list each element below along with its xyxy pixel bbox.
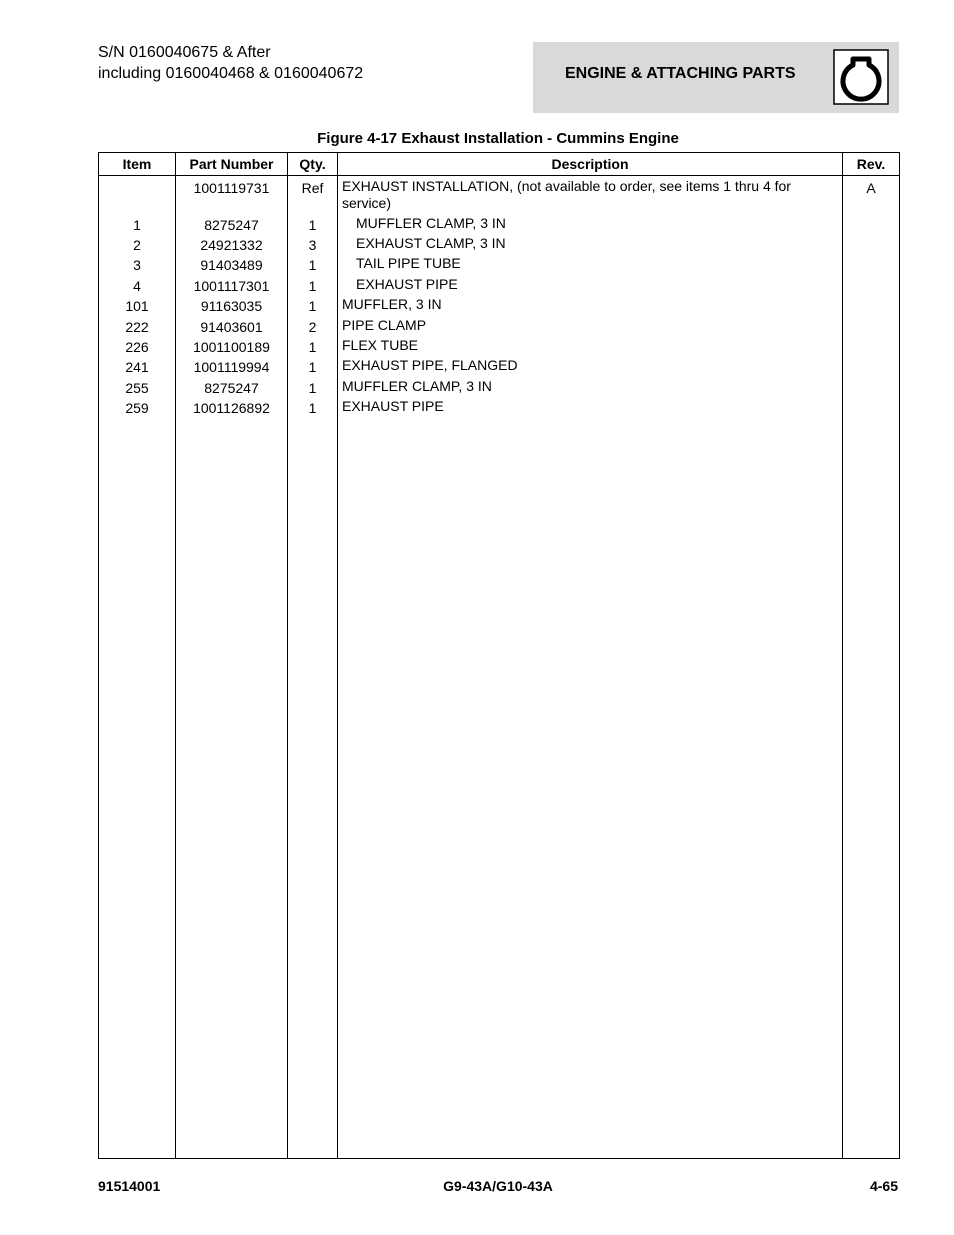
item-cell: 222 <box>99 317 176 337</box>
footer-doc-number: 91514001 <box>98 1178 161 1194</box>
table-row <box>99 398 900 418</box>
header-part-number: Part Number <box>176 153 288 176</box>
table-row <box>99 337 900 357</box>
rev-cell <box>843 296 900 316</box>
header-item: Item <box>99 153 176 176</box>
qty-cell: 2 <box>288 317 338 337</box>
section-title: ENGINE & ATTACHING PARTS <box>565 65 796 82</box>
part-number-cell: 91403601 <box>176 317 288 337</box>
footer-page-number: 4-65 <box>869 1178 898 1194</box>
table-row <box>99 357 900 377</box>
header-rev: Rev. <box>843 153 900 176</box>
table-row <box>99 276 900 296</box>
table-header-row <box>99 153 900 176</box>
qty-cell: 1 <box>288 255 338 275</box>
qty-cell: 1 <box>288 357 338 377</box>
footer-model: G9-43A/G10-43A <box>443 1178 553 1194</box>
qty-cell: 1 <box>288 337 338 357</box>
item-cell: 226 <box>99 337 176 357</box>
rev-cell <box>843 398 900 418</box>
parts-table <box>98 152 900 1159</box>
header-description: Description <box>338 153 843 176</box>
item-cell: 101 <box>99 296 176 316</box>
figure-title: Figure 4-17 Exhaust Installation - Cummins Engine <box>317 130 679 147</box>
qty-cell: 1 <box>288 378 338 398</box>
rev-cell <box>843 357 900 377</box>
table-filler-row <box>99 419 900 1159</box>
qty-cell: 1 <box>288 296 338 316</box>
item-cell: 259 <box>99 398 176 418</box>
part-number-cell: 1001126892 <box>176 398 288 418</box>
qty-cell: 1 <box>288 398 338 418</box>
rev-cell <box>843 235 900 255</box>
item-cell <box>99 176 176 215</box>
table-row <box>99 296 900 316</box>
filler-cell <box>176 419 288 1159</box>
rev-cell <box>843 317 900 337</box>
part-number-cell: 1001119994 <box>176 357 288 377</box>
item-cell: 255 <box>99 378 176 398</box>
description-cell: EXHAUST PIPE, FLANGED <box>338 357 843 377</box>
part-number-cell: 8275247 <box>176 378 288 398</box>
table-row <box>99 215 900 235</box>
engine-icon <box>833 49 889 105</box>
item-cell: 4 <box>99 276 176 296</box>
rev-cell <box>843 378 900 398</box>
qty-cell: Ref <box>288 176 338 215</box>
description-cell: TAIL PIPE TUBE <box>338 255 843 275</box>
qty-cell: 1 <box>288 276 338 296</box>
part-number-cell: 1001117301 <box>176 276 288 296</box>
description-cell: EXHAUST CLAMP, 3 IN <box>338 235 843 255</box>
description-cell: EXHAUST INSTALLATION, (not available to order, see items 1 thru 4 for service) <box>338 176 843 215</box>
serial-number-range <box>98 42 363 84</box>
item-cell: 3 <box>99 255 176 275</box>
table-row <box>99 176 900 215</box>
description-cell: MUFFLER, 3 IN <box>338 296 843 316</box>
serial-line-1: S/N 0160040675 & After <box>98 44 271 61</box>
rev-cell <box>843 337 900 357</box>
rev-cell <box>843 276 900 296</box>
filler-cell <box>338 419 843 1159</box>
part-number-cell: 8275247 <box>176 215 288 235</box>
filler-cell <box>843 419 900 1159</box>
description-cell: EXHAUST PIPE <box>338 276 843 296</box>
rev-cell <box>843 255 900 275</box>
description-cell: PIPE CLAMP <box>338 317 843 337</box>
qty-cell: 3 <box>288 235 338 255</box>
description-cell: EXHAUST PIPE <box>338 398 843 418</box>
part-number-cell: 1001100189 <box>176 337 288 357</box>
filler-cell <box>99 419 176 1159</box>
part-number-cell: 91163035 <box>176 296 288 316</box>
serial-line-2: including 0160040468 & 0160040672 <box>98 65 364 82</box>
rev-cell <box>843 215 900 235</box>
table-row <box>99 378 900 398</box>
table-row <box>99 317 900 337</box>
description-cell: MUFFLER CLAMP, 3 IN <box>338 215 843 235</box>
item-cell: 2 <box>99 235 176 255</box>
rev-cell: A <box>843 176 900 215</box>
filler-cell <box>288 419 338 1159</box>
item-cell: 1 <box>99 215 176 235</box>
description-cell: MUFFLER CLAMP, 3 IN <box>338 378 843 398</box>
item-cell: 241 <box>99 357 176 377</box>
qty-cell: 1 <box>288 215 338 235</box>
description-cell: FLEX TUBE <box>338 337 843 357</box>
section-banner <box>533 42 899 113</box>
part-number-cell: 91403489 <box>176 255 288 275</box>
part-number-cell: 24921332 <box>176 235 288 255</box>
part-number-cell: 1001119731 <box>176 176 288 215</box>
header-qty: Qty. <box>288 153 338 176</box>
table-row <box>99 235 900 255</box>
table-row <box>99 255 900 275</box>
